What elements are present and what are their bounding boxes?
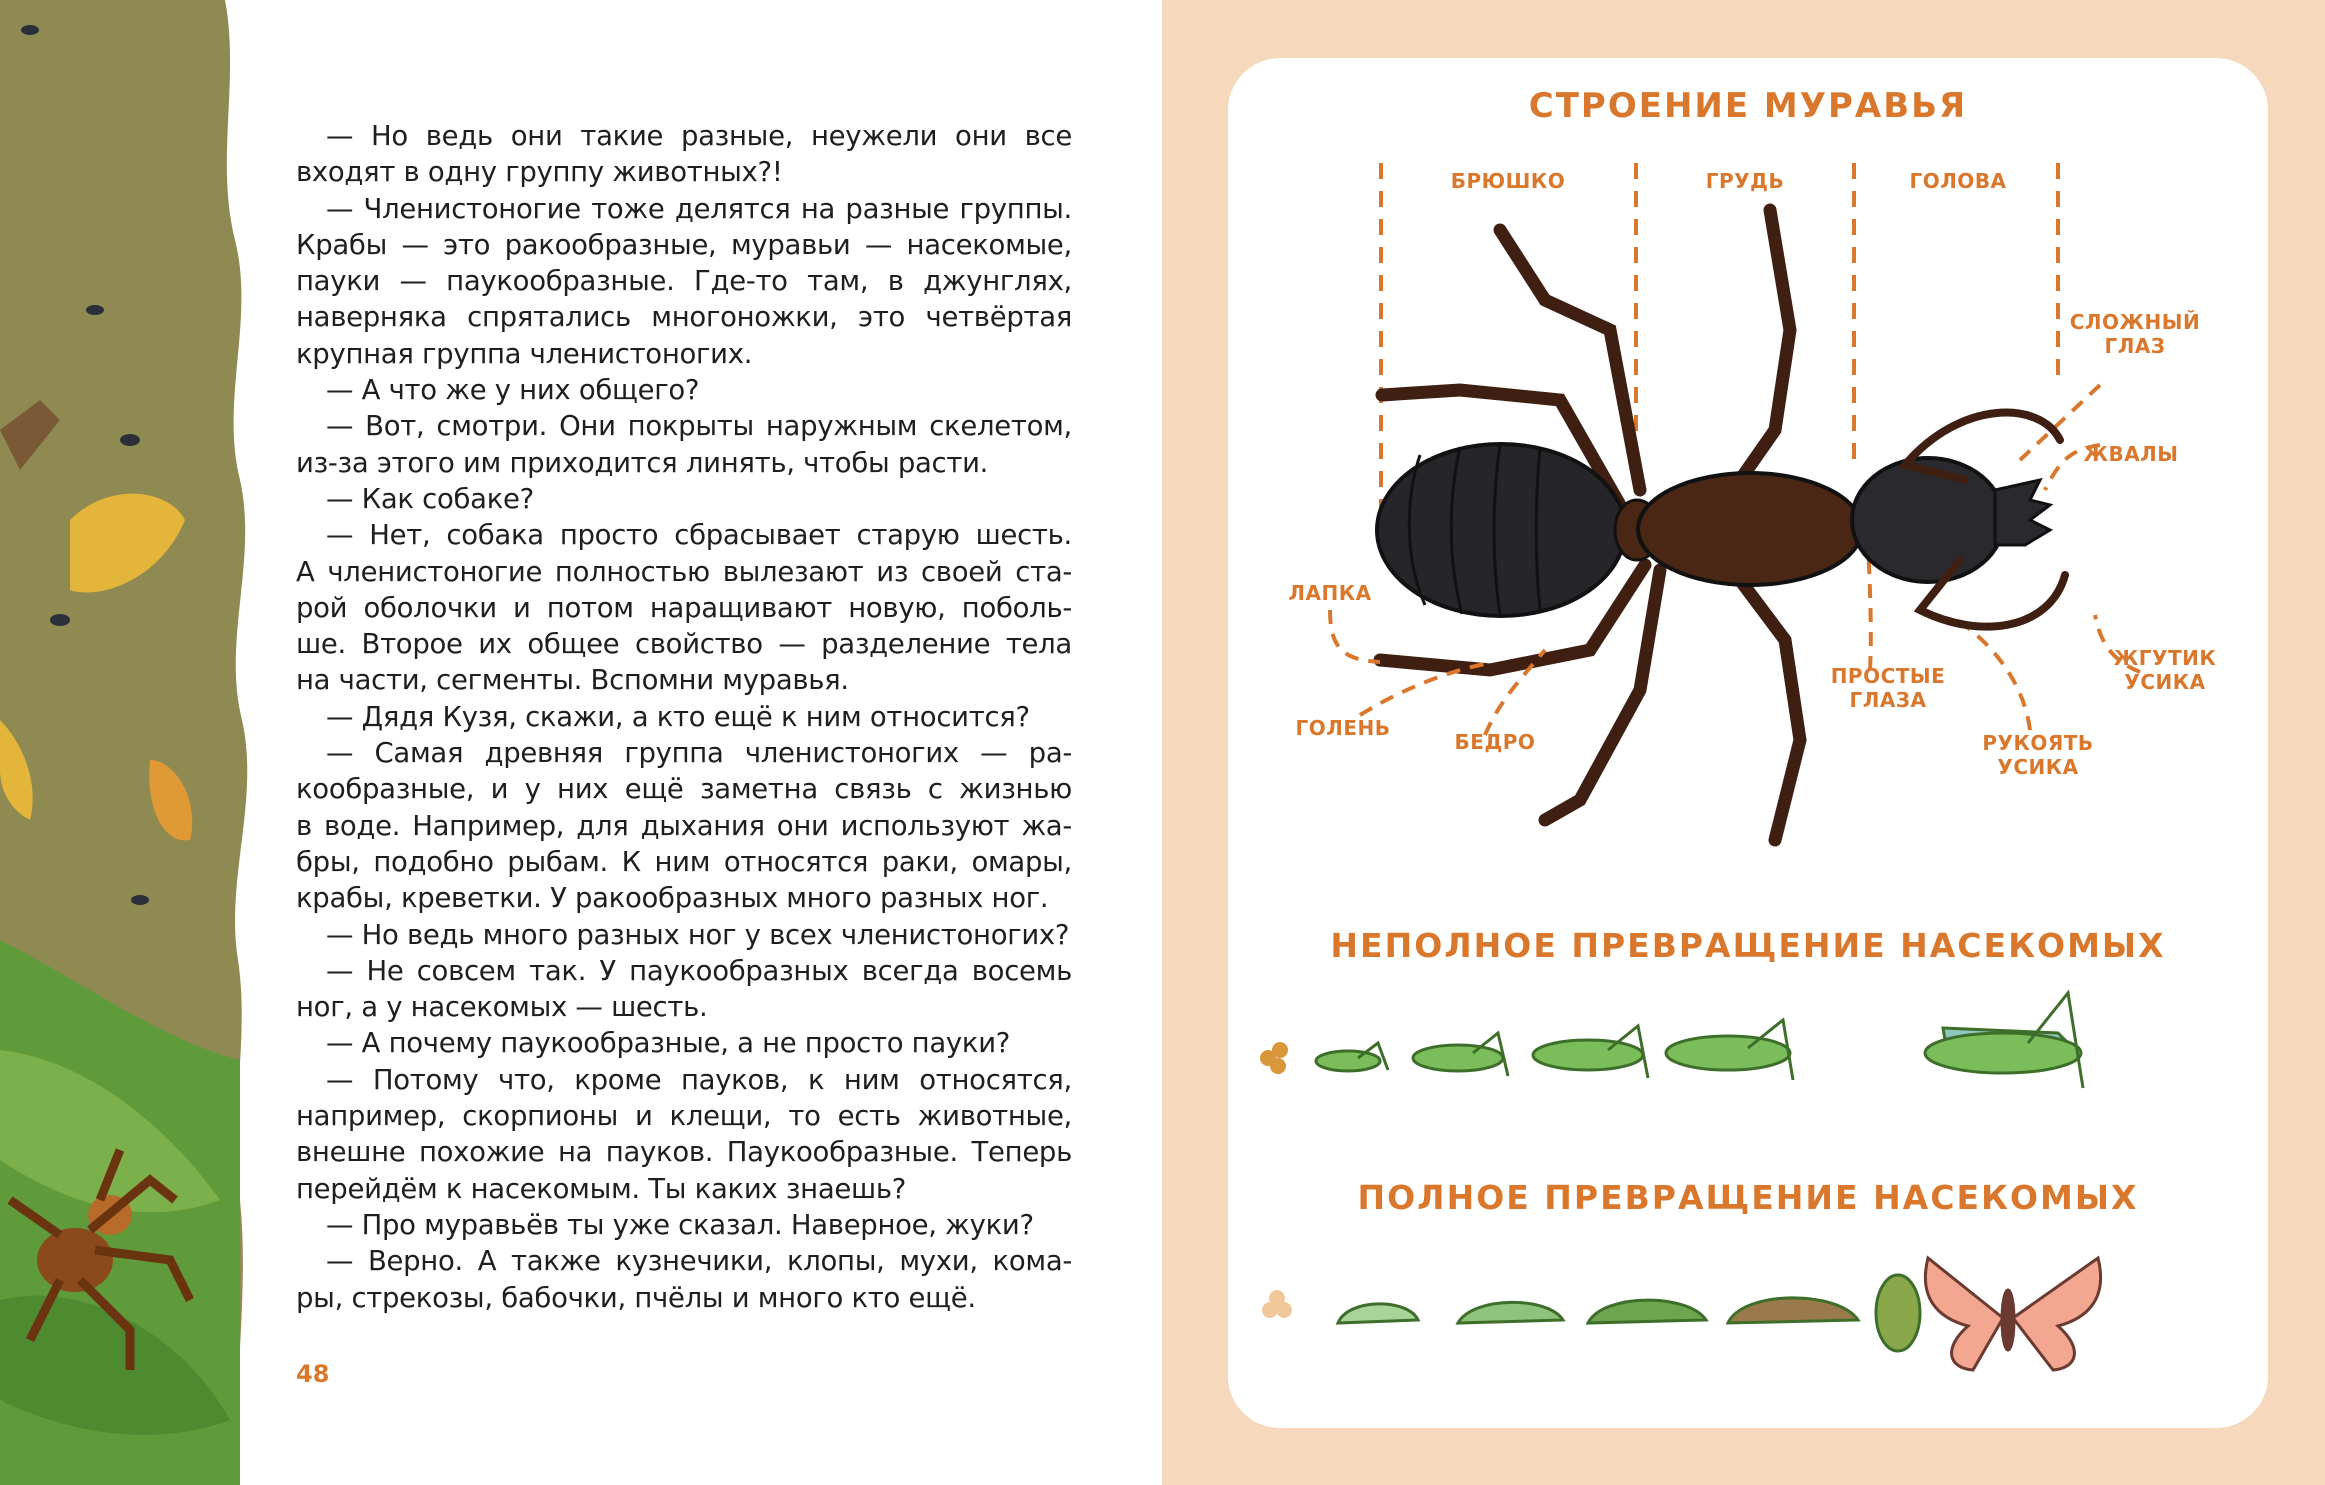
text-line: на части, сегменты. Вспомни муравья.	[296, 664, 849, 697]
text-line: перейдём к насекомым. Ты каких знаешь?	[296, 1172, 907, 1205]
text-line: — Самая древняя группа членистоногих — ра-	[326, 737, 1072, 770]
text-line: из-за этого им приходится линять, чтобы расти.	[296, 446, 989, 479]
text-line: — Как собаке?	[326, 482, 534, 515]
larva-1	[1338, 1304, 1418, 1323]
label-simple-eyes: ПРОСТЫЕ ГЛАЗА	[1830, 664, 1946, 712]
label-tarsus: ЛАПКА	[1288, 581, 1372, 605]
text-line: — Потому что, кроме пауков, к ним относятся,	[326, 1063, 1072, 1096]
text-line: крупная группа членистоногих.	[296, 337, 753, 370]
text-line: наверняка спрятались многоножки, это четвёртая	[296, 301, 1072, 334]
ant-structure-title: СТРОЕНИЕ МУРАВЬЯ	[1528, 86, 1968, 126]
label-thorax: ГРУДЬ	[1705, 169, 1785, 193]
text-line: — Про муравьёв ты уже сказал. Наверное, жуки?	[326, 1208, 1034, 1241]
forest-floor-illustration	[0, 0, 260, 1485]
text-line: — А почему паукообразные, а не просто пауки?	[326, 1027, 1011, 1060]
infographic-card	[1228, 58, 2268, 1428]
text-line: — Членистоногие тоже делятся на разные группы.	[326, 192, 1072, 225]
text-line: рой оболочки и потом наращивают новую, поболь-	[296, 591, 1072, 624]
text-line: внешне похожие на пауков. Паукообразные. Теперь	[296, 1136, 1072, 1169]
text-line: ног, а у насекомых — шесть.	[296, 991, 708, 1024]
complete-metamorphosis-title: ПОЛНОЕ ПРЕВРАЩЕНИЕ НАСЕКОМЫХ	[1357, 1178, 2139, 1217]
text-line: — А что же у них общего?	[326, 374, 700, 407]
text-line: А членистоногие полностью вылезают из своей ста-	[296, 555, 1072, 588]
pupa	[1876, 1275, 1920, 1351]
text-line: бры, подобно рыбам. К ним относятся раки, омары,	[296, 845, 1072, 878]
butterfly-icon	[1925, 1258, 2100, 1370]
label-femur: БЕДРО	[1454, 730, 1536, 754]
text-line: — Нет, собака просто сбрасывает старую шесть.	[326, 519, 1072, 552]
label-abdomen: БРЮШКО	[1450, 169, 1566, 193]
text-line: — Не совсем так. У паукообразных всегда восемь	[326, 954, 1072, 987]
right-page-infographic	[1162, 0, 2325, 1485]
left-page	[0, 0, 1162, 1485]
label-antenna-scape: РУКОЯТЬ УСИКА	[1982, 731, 2094, 779]
larva-3	[1588, 1300, 1706, 1323]
text-line: — Вот, смотри. Они покрыты наружным скелетом,	[326, 410, 1072, 443]
text-line: — Дядя Кузя, скажи, а кто ещё к ним относится?	[326, 700, 1030, 733]
page-number: 48	[296, 1360, 330, 1388]
label-antenna-flagellum: ЖГУТИК УСИКА	[2113, 646, 2217, 694]
incomplete-metamorphosis-title: НЕПОЛНОЕ ПРЕВРАЩЕНИЕ НАСЕКОМЫХ	[1330, 926, 2166, 965]
larva-2	[1458, 1302, 1563, 1323]
text-line: например, скорпионы и клещи, то есть животные,	[296, 1100, 1072, 1133]
story-text	[296, 118, 1072, 1316]
label-head: ГОЛОВА	[1909, 169, 2007, 193]
text-line: — Верно. А также кузнечики, клопы, мухи, кома-	[326, 1245, 1072, 1278]
complete-metamorphosis-illustrations	[1228, 58, 2268, 1428]
egg-cluster-icon	[1262, 1290, 1292, 1318]
text-line: ры, стрекозы, бабочки, пчёлы и много кто ещё.	[296, 1281, 976, 1314]
text-line: пауки — паукообразные. Где-то там, в джунглях,	[296, 265, 1072, 298]
label-compound-eye: СЛОЖНЫЙ ГЛАЗ	[2069, 310, 2201, 358]
text-line: Крабы — это ракообразные, муравьи — насекомые,	[296, 228, 1072, 261]
text-line: в воде. Например, для дыхания они используют жа-	[296, 809, 1072, 842]
text-line: входят в одну группу животных?!	[296, 156, 783, 189]
larva-4	[1728, 1298, 1858, 1323]
text-line: крабы, креветки. У ракообразных много разных ног.	[296, 882, 1049, 915]
text-line: ше. Второе их общее свойство — разделение тела	[296, 628, 1072, 661]
caterpillar-stages	[1338, 1275, 1920, 1351]
text-line: кообразные, и у них ещё заметна связь с жизнью	[296, 773, 1072, 806]
label-tibia: ГОЛЕНЬ	[1295, 716, 1391, 740]
label-mandibles: ЖВАЛЫ	[2083, 442, 2179, 466]
text-line: — Но ведь много разных ног у всех членистоногих?	[326, 918, 1070, 951]
text-line: — Но ведь они такие разные, неужели они все	[326, 120, 1072, 152]
